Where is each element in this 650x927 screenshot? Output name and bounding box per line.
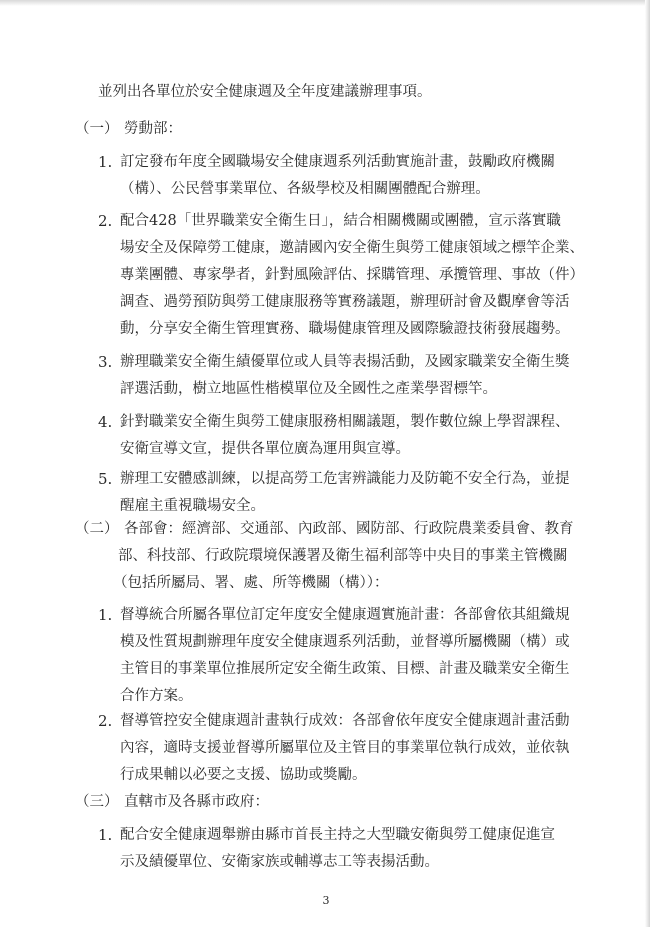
item-text-line: 評選活動，樹立地區性楷模單位及全國性之產業學習標竿。 — [120, 381, 497, 397]
item-number: 1. — [98, 826, 113, 844]
item-number: 1. — [98, 606, 113, 624]
item-number: 4. — [98, 413, 113, 431]
item-text-line: 場安全及保障勞工健康，邀請國內安全衛生與勞工健康領域之標竿企業、 — [120, 240, 584, 256]
section-1-heading: 勞動部： — [124, 121, 182, 137]
page-number: 3 — [322, 894, 330, 907]
item-text-line: 配合428「世界職業安全衛生日」，結合相關機關或團體，宣示落實職 — [120, 213, 561, 229]
item-number: 2. — [98, 712, 113, 730]
item-text-line: 模及性質規劃辦理年度安全健康週系列活動，並督導所屬機關（構）或 — [120, 634, 570, 650]
item-text-line: 針對職業安全衛生與勞工健康服務相關議題，製作數位線上學習課程、 — [120, 414, 570, 430]
section-3-marker: （三） — [75, 794, 119, 810]
section-2-marker: （二） — [75, 521, 119, 537]
item-text-line: 內容，適時支援並督導所屬單位及主管目的事業單位執行成效，並依執 — [120, 740, 570, 756]
item-text-line: 訂定發布年度全國職場安全健康週系列活動實施計畫，鼓勵政府機關 — [120, 154, 555, 170]
item-text-line: （構）、公民營事業單位、各級學校及相關團體配合辦理。 — [120, 181, 490, 197]
page-edge-top — [0, 0, 650, 6]
item-text-line: 配合安全健康週舉辦由縣市首長主持之大型職安衛與勞工健康促進宣 — [120, 827, 555, 843]
item-text-line: 安衛宣導文宣，提供各單位廣為運用與宣導。 — [120, 441, 410, 457]
item-text-line: 辦理職業安全衛生績優單位或人員等表揚活動，及國家職業安全衛生獎 — [120, 354, 570, 370]
item-text-line: 示及績優單位、安衛家族或輔導志工等表揚活動。 — [120, 854, 439, 870]
item-number: 2. — [98, 212, 113, 230]
item-text-line: 動，分享安全衛生管理實務、職場健康管理及國際驗證技術發展趨勢。 — [120, 321, 570, 337]
item-number: 1. — [98, 153, 113, 171]
section-2-heading: 部、科技部、行政院環境保護署及衛生福利部等中央目的事業主管機關 — [118, 548, 568, 564]
item-number: 5. — [98, 470, 113, 488]
item-text-line: 主管目的事業單位推展所定安全衛生政策、目標、計畫及職業安全衛生 — [120, 661, 570, 677]
item-text-line: 行成果輔以必要之支援、協助或獎勵。 — [120, 767, 367, 783]
item-text-line: 合作方案。 — [120, 688, 193, 704]
item-text-line: 調查、過勞預防與勞工健康服務等實務議題，辦理研討會及觀摩會等活 — [120, 294, 570, 310]
item-text-line: 督導管控安全健康週計畫執行成效：各部會依年度安全健康週計畫活動 — [120, 713, 570, 729]
item-text-line: 督導統合所屬各單位訂定年度安全健康週實施計畫：各部會依其組織規 — [120, 607, 570, 623]
item-number: 3. — [98, 353, 113, 371]
section-2-heading: （包括所屬局、署、處、所等機關（構））： — [113, 575, 389, 591]
section-3-heading: 直轄市及各縣市政府： — [124, 794, 269, 810]
item-text-line: 辦理工安體感訓練，以提高勞工危害辨識能力及防範不安全行為，並提 — [120, 471, 570, 487]
item-text-line: 專業團體、專家學者，針對風險評估、採購管理、承攬管理、事故（件） — [120, 267, 584, 283]
intro-line: 並列出各單位於安全健康週及全年度建議辦理事項。 — [98, 84, 432, 100]
section-1-marker: （一） — [75, 121, 119, 137]
section-2-heading: 各部會：經濟部、交通部、內政部、國防部、行政院農業委員會、教育 — [124, 521, 574, 537]
page-edge-right — [645, 0, 650, 927]
item-text-line: 醒雇主重視職場安全。 — [120, 498, 265, 514]
